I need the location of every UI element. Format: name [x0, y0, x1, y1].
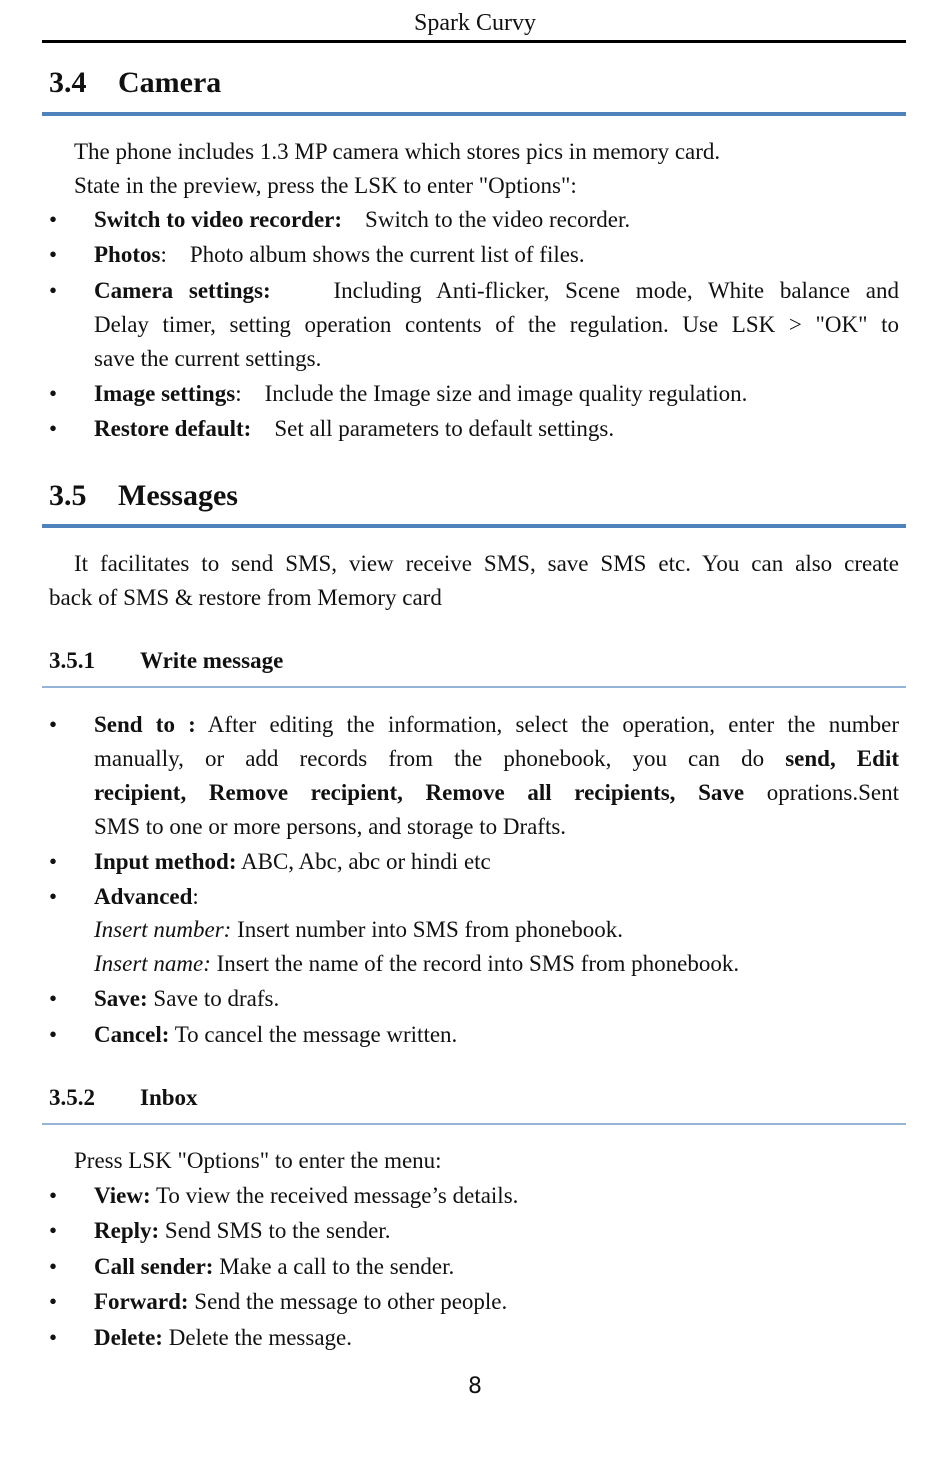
separator: :: [160, 242, 167, 267]
subsection-title: Inbox: [140, 1085, 198, 1110]
heading-rule: [42, 524, 906, 528]
term: View:: [94, 1183, 151, 1208]
section-number: 3.5: [49, 479, 87, 512]
term: Call sender:: [94, 1254, 214, 1279]
term: Cancel:: [94, 1022, 170, 1047]
list-item: [49, 1214, 899, 1248]
bullet-icon: •: [49, 381, 58, 406]
description: Delete the message.: [168, 1325, 352, 1350]
subheading-rule: [42, 1123, 906, 1125]
description: Delay timer, setting operation contents of the regulation. Use LSK > "OK" to: [94, 312, 899, 337]
term: Image settings: [94, 381, 236, 406]
subsection-number: 3.5.1: [49, 648, 95, 673]
term: Restore default:: [94, 416, 252, 441]
description: Send the message to other people.: [194, 1289, 508, 1314]
list-item: [49, 982, 899, 1016]
bullet-icon: •: [49, 242, 58, 267]
list-item: [49, 238, 899, 272]
paragraph: [49, 547, 899, 615]
description: Insert number into SMS from phonebook.: [237, 917, 623, 942]
bullet-icon: •: [49, 207, 58, 232]
description: Including Anti-flicker, Scene mode, White balance and: [333, 278, 899, 303]
term: Insert number:: [94, 917, 232, 942]
term: Forward:: [94, 1289, 189, 1314]
section-heading-camera: [49, 66, 221, 100]
term: Insert name:: [94, 951, 211, 976]
term: Advanced: [94, 884, 193, 909]
separator: :: [192, 884, 199, 909]
list-item: [49, 1018, 899, 1052]
term: Reply:: [94, 1218, 160, 1243]
section-title: Messages: [118, 479, 238, 512]
bullet-icon: •: [49, 849, 58, 874]
running-header: Spark Curvy: [414, 10, 536, 36]
sub-item: [94, 913, 623, 947]
header-rule: [42, 40, 906, 43]
list-item: [49, 1321, 899, 1355]
bullet-icon: •: [49, 1218, 58, 1243]
subsection-heading-write-message: [49, 648, 283, 674]
paragraph-line: back of SMS & restore from Memory card: [49, 585, 442, 610]
description: oprations.Sent: [766, 780, 899, 805]
section-number: 3.4: [49, 66, 87, 99]
subsection-heading-inbox: [49, 1085, 198, 1111]
bullet-icon: •: [49, 986, 58, 1011]
bullet-icon: •: [49, 278, 58, 303]
paragraph: The phone includes 1.3 MP camera which stores pics in memory card.: [74, 139, 721, 164]
description: To view the received message’s details.: [155, 1183, 519, 1208]
term: Delete:: [94, 1325, 163, 1350]
list-item: [49, 845, 899, 879]
paragraph-line: It facilitates to send SMS, view receive SMS, save SMS etc. You can also create: [74, 551, 899, 576]
section-heading-messages: [49, 479, 238, 513]
paragraph: State in the preview, press the LSK to enter "Options":: [74, 173, 577, 198]
bullet-icon: •: [49, 1183, 58, 1208]
term: Switch to video recorder:: [94, 207, 343, 232]
list-item: [49, 377, 899, 411]
list-item: [49, 1250, 899, 1284]
list-item: [49, 203, 899, 237]
bullet-icon: •: [49, 712, 58, 737]
section-title: Camera: [118, 66, 222, 99]
bullet-icon: •: [49, 1254, 58, 1279]
list-item: [49, 1285, 899, 1319]
list-item: [49, 880, 899, 914]
separator: :: [235, 381, 242, 406]
term: Photos: [94, 242, 161, 267]
subheading-rule: [42, 686, 906, 688]
action-list: recipient, Remove recipient, Remove all recipients, Save: [94, 780, 745, 805]
bullet-icon: •: [49, 1325, 58, 1350]
term: Camera settings:: [94, 278, 271, 303]
description: To cancel the message written.: [174, 1022, 458, 1047]
bullet-icon: •: [49, 1022, 58, 1047]
list-item: [49, 1179, 899, 1213]
description: Switch to the video recorder.: [365, 207, 631, 232]
description: ABC, Abc, abc or hindi etc: [241, 849, 491, 874]
description: manually, or add records from the phonebook, you can do: [94, 746, 765, 771]
term: Save:: [94, 986, 148, 1011]
list-item: [49, 274, 899, 376]
description: Send SMS to the sender.: [164, 1218, 391, 1243]
description: Make a call to the sender.: [219, 1254, 455, 1279]
description: Insert the name of the record into SMS from phonebook.: [216, 951, 740, 976]
description: SMS to one or more persons, and storage to Drafts.: [94, 814, 567, 839]
bullet-icon: •: [49, 416, 58, 441]
subsection-title: Write message: [140, 648, 284, 673]
term: Input method:: [94, 849, 237, 874]
bullet-icon: •: [49, 884, 58, 909]
heading-rule: [42, 112, 906, 116]
page-number: 8: [468, 1374, 482, 1399]
sub-item: [94, 947, 739, 981]
bullet-icon: •: [49, 1289, 58, 1314]
description: Include the Image size and image quality regulation.: [264, 381, 748, 406]
term: Send to :: [94, 712, 196, 737]
list-item: [49, 412, 899, 446]
description: After editing the information, select the operation, enter the number: [207, 712, 899, 737]
action-list: send, Edit: [785, 746, 899, 771]
list-item: [49, 708, 899, 844]
description: save the current settings.: [94, 346, 322, 371]
paragraph: Press LSK "Options" to enter the menu:: [74, 1148, 442, 1173]
description: Save to drafs.: [153, 986, 280, 1011]
description: Photo album shows the current list of files.: [189, 242, 585, 267]
description: Set all parameters to default settings.: [274, 416, 615, 441]
subsection-number: 3.5.2: [49, 1085, 95, 1110]
